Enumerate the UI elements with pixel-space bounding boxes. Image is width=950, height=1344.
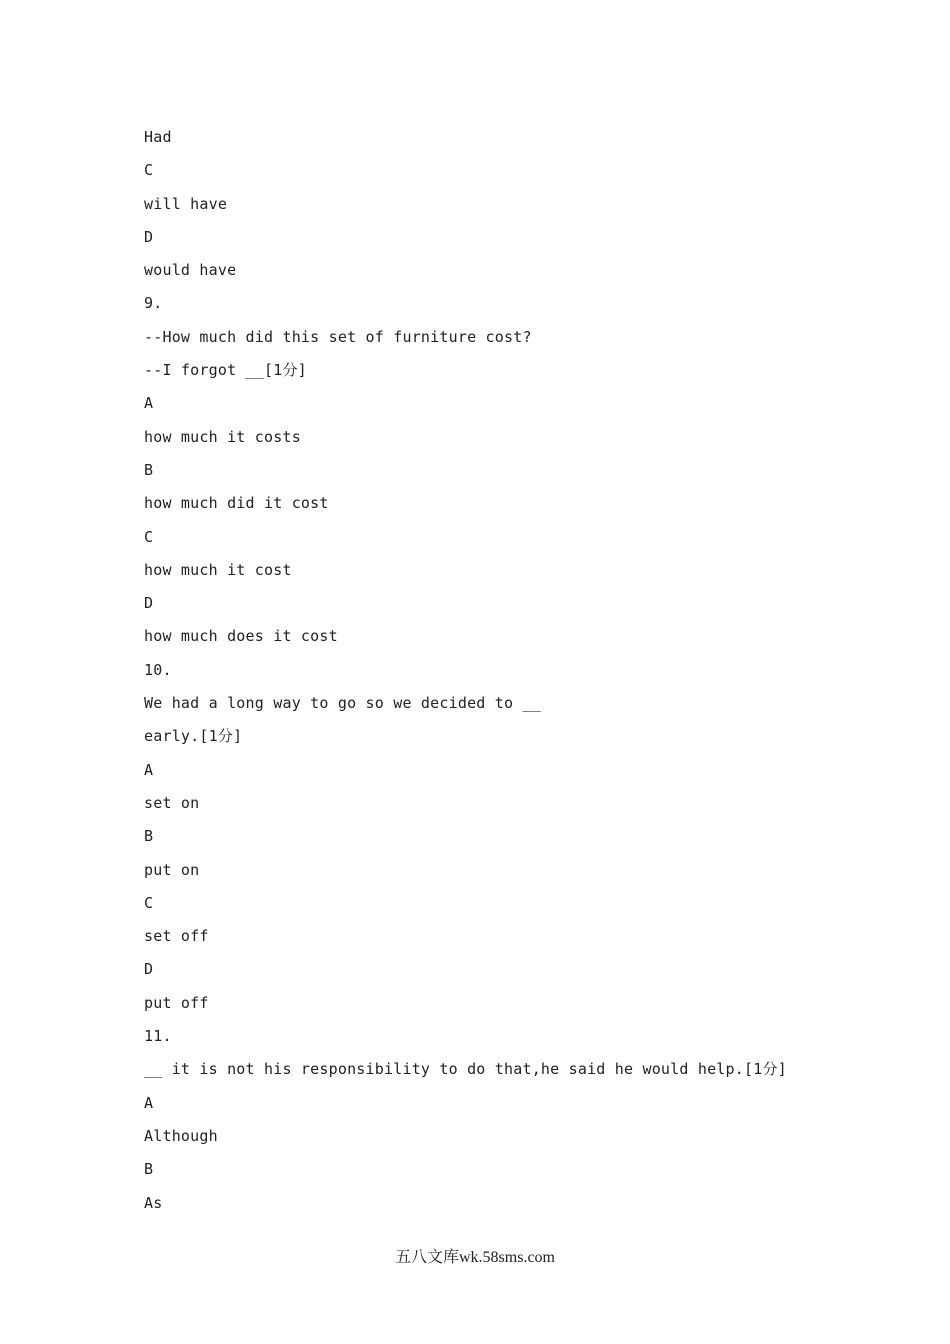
option-text-line: Although [144, 1126, 218, 1145]
question-text-line: --How much did this set of furniture cost? [144, 327, 532, 346]
option-letter-line: A [144, 1093, 154, 1112]
question-number-line: 10. [144, 660, 172, 679]
option-text-line: how much it costs [144, 427, 301, 446]
option-letter-line: C [144, 161, 154, 180]
option-letter-line: A [144, 394, 154, 413]
question-text-line: --I forgot __[1分] [144, 361, 307, 380]
option-letter-line: B [144, 827, 154, 846]
question-number-line: 11. [144, 1027, 172, 1046]
option-letter-line: C [144, 893, 154, 912]
question-text-line: We had a long way to go so we decided to __ [144, 694, 541, 713]
option-text-line: how much did it cost [144, 494, 329, 513]
question-number-line: 9. [144, 294, 163, 313]
question-text-line: __ it is not his responsibility to do that,he said he would help.[1分] [144, 1060, 787, 1079]
option-text-line: Had [144, 128, 172, 146]
option-text-line: how much it cost [144, 560, 292, 579]
option-letter-line: D [144, 960, 154, 979]
option-text-line: put off [144, 993, 209, 1012]
option-text-line: would have [144, 261, 237, 280]
option-text-line: As [144, 1193, 163, 1212]
option-letter-line: D [144, 594, 154, 613]
option-letter-line: B [144, 1160, 154, 1179]
document-body [144, 126, 844, 1225]
question-text-line: early.[1分] [144, 727, 243, 746]
option-letter-line: D [144, 227, 154, 246]
option-text-line: put on [144, 860, 200, 879]
option-letter-line: C [144, 527, 154, 546]
option-text-line: how much does it cost [144, 627, 338, 646]
option-text-line: will have [144, 194, 228, 213]
page-footer: 五八文库wk.58sms.com [394, 1249, 555, 1266]
option-text-line: set off [144, 927, 209, 946]
option-text-line: set on [144, 793, 200, 812]
option-letter-line: A [144, 760, 154, 779]
option-letter-line: B [144, 460, 154, 479]
